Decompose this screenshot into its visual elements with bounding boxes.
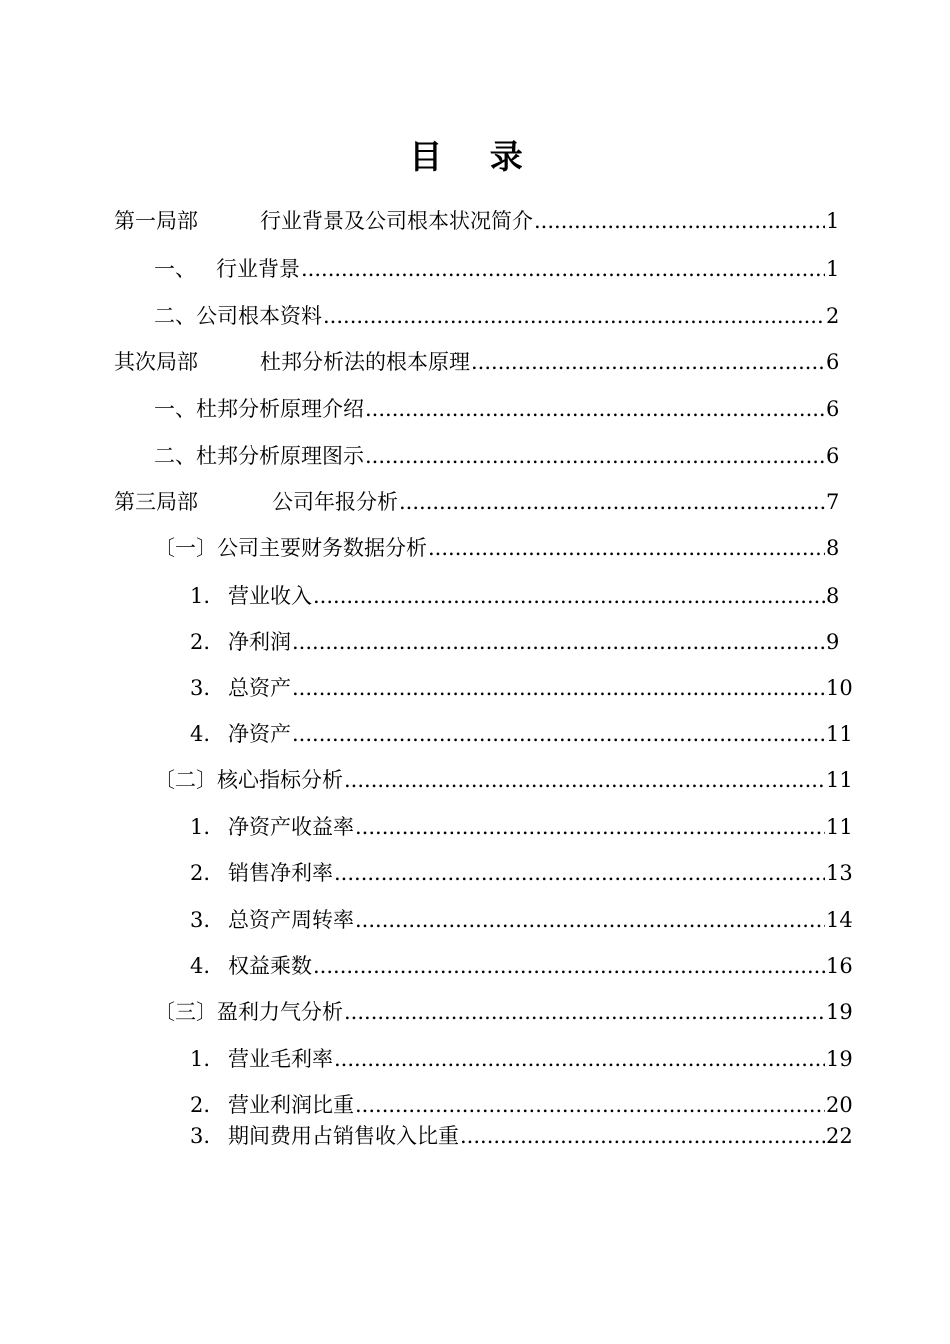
- toc-entry-prefix: 第三局部: [114, 490, 198, 514]
- toc-entry[interactable]: [154, 533, 840, 563]
- toc-page-number: 2: [826, 304, 840, 328]
- toc-entry-prefix: 4.: [190, 954, 211, 978]
- toc-entry-text: [114, 487, 398, 517]
- toc-entry[interactable]: [190, 905, 853, 935]
- toc-entry[interactable]: [114, 347, 840, 377]
- toc-entry[interactable]: [154, 441, 840, 471]
- toc-entry-label: 权益乘数: [228, 954, 312, 978]
- toc-page-number: 22: [826, 1124, 853, 1148]
- toc-entry[interactable]: [190, 951, 853, 981]
- toc-page-number: 7: [826, 490, 840, 514]
- toc-entry-label: 行业背景及公司根本状况简介: [260, 209, 533, 233]
- toc-page-number: 10: [826, 676, 853, 700]
- toc-entry-prefix: 1.: [190, 1047, 211, 1071]
- toc-page-number: 19: [826, 1000, 853, 1024]
- toc-page-number: 6: [826, 350, 840, 374]
- toc-entry[interactable]: [190, 1121, 853, 1151]
- toc-entry-label: 营业利润比重: [228, 1093, 354, 1117]
- toc-entry-text: [114, 206, 533, 236]
- toc-page-number: 9: [826, 630, 840, 654]
- toc-entry[interactable]: [190, 581, 840, 611]
- toc-page-number: 19: [826, 1047, 853, 1071]
- toc-entry-label: 净资产收益率: [228, 815, 354, 839]
- dot-leader: [313, 581, 825, 611]
- toc-entry-text: [154, 765, 343, 795]
- toc-entry-label: 行业背景: [216, 257, 300, 281]
- toc-entry-label: 营业收入: [228, 584, 312, 608]
- toc-entry-prefix: 1.: [190, 815, 211, 839]
- toc-entry-text: [190, 858, 333, 888]
- toc-entry-prefix: 3.: [190, 908, 211, 932]
- toc-entry-label: 期间费用占销售收入比重: [228, 1124, 459, 1148]
- toc-entry-text: [154, 533, 427, 563]
- toc-entry[interactable]: [190, 1090, 853, 1120]
- dot-leader: [355, 812, 825, 842]
- dot-leader: [534, 206, 825, 236]
- toc-entry-label: 〔二〕核心指标分析: [154, 768, 343, 792]
- toc-entry-label: 总资产周转率: [228, 908, 354, 932]
- toc-page-number: 13: [826, 861, 853, 885]
- dot-leader: [355, 905, 825, 935]
- toc-entry[interactable]: [154, 765, 853, 795]
- toc-entry-text: [154, 301, 322, 331]
- toc-entry-text: [154, 997, 343, 1027]
- toc-entry-prefix: 2.: [190, 1093, 211, 1117]
- dot-leader: [460, 1121, 825, 1151]
- toc-entry-label: 净资产: [228, 722, 291, 746]
- dot-leader: [292, 719, 825, 749]
- toc-page-number: 8: [826, 584, 840, 608]
- dot-leader: [365, 441, 825, 471]
- dot-leader: [334, 1044, 825, 1074]
- toc-entry-label: 二、杜邦分析原理图示: [154, 444, 364, 468]
- toc-entry-text: [190, 1121, 459, 1151]
- dot-leader: [355, 1090, 825, 1120]
- toc-entry-text: [190, 1044, 333, 1074]
- toc-entry-label: 一、杜邦分析原理介绍: [154, 397, 364, 421]
- toc-page-number: 11: [826, 815, 853, 839]
- toc-page-number: 6: [826, 444, 840, 468]
- toc-entry-text: [190, 581, 312, 611]
- toc-entry-prefix: 一、: [154, 257, 196, 281]
- toc-entry-label: 销售净利率: [228, 861, 333, 885]
- dot-leader: [292, 673, 825, 703]
- toc-entry-text: [114, 347, 470, 377]
- dot-leader: [344, 765, 825, 795]
- toc-entry-prefix: 2.: [190, 861, 211, 885]
- toc-entry-text: [190, 673, 291, 703]
- dot-leader: [344, 997, 825, 1027]
- dot-leader: [428, 533, 825, 563]
- toc-entry-text: [190, 905, 354, 935]
- toc-page-number: 20: [826, 1093, 853, 1117]
- toc-entry-label: 杜邦分析法的根本原理: [260, 350, 470, 374]
- toc-entry[interactable]: [190, 1044, 853, 1074]
- toc-page-number: 8: [826, 536, 840, 560]
- toc-entry-text: [154, 441, 364, 471]
- toc-entry-prefix: 第一局部: [114, 209, 198, 233]
- toc-entry[interactable]: [154, 997, 853, 1027]
- toc-entry-label: 〔三〕盈利力气分析: [154, 1000, 343, 1024]
- toc-entry-text: [190, 1090, 354, 1120]
- toc-entry-label: 净利润: [228, 630, 291, 654]
- dot-leader: [313, 951, 825, 981]
- toc-entry-text: [190, 719, 291, 749]
- dot-leader: [471, 347, 825, 377]
- toc-entry-prefix: 3.: [190, 676, 211, 700]
- toc-entry-text: [190, 627, 291, 657]
- toc-entry-label: 公司年报分析: [272, 490, 398, 514]
- toc-entry-label: 营业毛利率: [228, 1047, 333, 1071]
- toc-entry-prefix: 3.: [190, 1124, 211, 1148]
- dot-leader: [334, 858, 825, 888]
- toc-page-number: 11: [826, 768, 853, 792]
- dot-leader: [301, 254, 825, 284]
- toc-page-number: 1: [826, 209, 840, 233]
- toc-entry-prefix: 1.: [190, 584, 211, 608]
- toc-entry-prefix: 4.: [190, 722, 211, 746]
- toc-entry-text: [154, 254, 300, 284]
- toc-page-number: 6: [826, 397, 840, 421]
- toc-page-number: 11: [826, 722, 853, 746]
- toc-entry-label: 二、公司根本资料: [154, 304, 322, 328]
- dot-leader: [365, 394, 825, 424]
- toc-entry-text: [154, 394, 364, 424]
- page-title: 目 录: [409, 137, 541, 176]
- toc-entry[interactable]: [190, 673, 853, 703]
- toc-entry-prefix: 其次局部: [114, 350, 198, 374]
- toc-entry[interactable]: [190, 858, 853, 888]
- toc-entry[interactable]: [154, 301, 840, 331]
- toc-page-number: 16: [826, 954, 853, 978]
- toc-entry-prefix: 2.: [190, 630, 211, 654]
- toc-entry[interactable]: [114, 487, 840, 517]
- toc-page-number: 1: [826, 257, 840, 281]
- toc-entry-text: [190, 812, 354, 842]
- dot-leader: [399, 487, 825, 517]
- toc-entry[interactable]: [190, 719, 853, 749]
- toc-entry[interactable]: [190, 627, 840, 657]
- dot-leader: [292, 627, 825, 657]
- dot-leader: [323, 301, 825, 331]
- toc-entry[interactable]: [154, 254, 840, 284]
- toc-page-number: 14: [826, 908, 853, 932]
- toc-entry-text: [190, 951, 312, 981]
- toc-entry[interactable]: [154, 394, 840, 424]
- toc-entry-label: 〔一〕公司主要财务数据分析: [154, 536, 427, 560]
- toc-entry-label: 总资产: [228, 676, 291, 700]
- toc-entry[interactable]: [114, 206, 840, 236]
- toc-entry[interactable]: [190, 812, 853, 842]
